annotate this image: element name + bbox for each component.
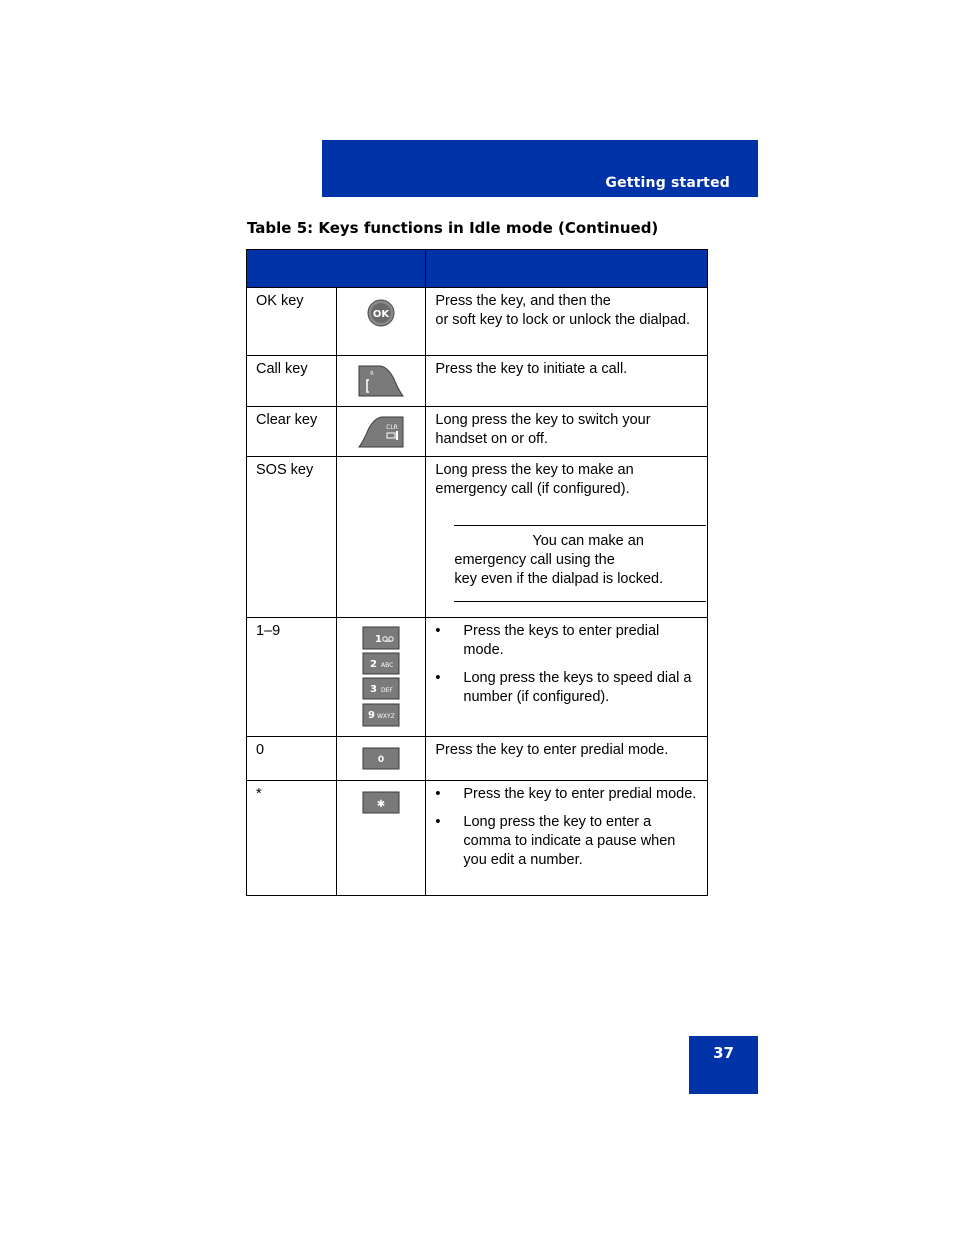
- number-keys-icon: [361, 626, 401, 728]
- key-description: Press the key, and then the or soft key to lock or unlock the dialpad.: [435, 293, 691, 328]
- ok-key-label: OK: [373, 309, 390, 320]
- key-description: Long press the key to switch your handset on or off.: [435, 412, 651, 447]
- key-description: Press the key to initiate a call.: [435, 361, 628, 377]
- header-bar: [322, 140, 758, 197]
- key-name: 0: [256, 742, 265, 758]
- clear-key-icon: [358, 416, 404, 448]
- section-title: Getting started: [605, 175, 730, 191]
- key-2-label: 2: [370, 659, 378, 670]
- key-description: Press the key to enter predial mode.: [435, 742, 669, 758]
- call-key-label: R: [370, 371, 375, 377]
- key-name: 1–9: [256, 623, 281, 639]
- table-row: [247, 288, 708, 356]
- bullet-list: [435, 622, 699, 707]
- header-cell-key: [247, 250, 426, 288]
- key-name: OK key: [256, 293, 304, 309]
- call-key-icon: [358, 365, 404, 397]
- header-cell-description: [426, 250, 708, 288]
- key-name: Clear key: [256, 412, 318, 428]
- list-item: • Long press the keys to speed dial a number (if configured).: [435, 669, 699, 707]
- clear-key-label: CLR: [386, 424, 399, 431]
- table-header-row: [247, 250, 708, 288]
- key-description: Long press the key to make an emergency call (if configured).: [435, 462, 634, 497]
- table-caption: Table 5: Keys functions in Idle mode (Continued): [247, 219, 659, 237]
- key-3-label: 3: [370, 684, 378, 695]
- key-0-label: 0: [378, 755, 385, 765]
- list-item: • Long press the key to enter a comma to indicate a pause when you edit a number.: [435, 813, 699, 870]
- table-row: [247, 457, 708, 618]
- list-item: • Press the key to enter predial mode.: [435, 785, 699, 804]
- key-icon-empty: [337, 457, 426, 618]
- key-3-letters: DEF: [381, 687, 394, 694]
- key-name: SOS key: [256, 462, 314, 478]
- list-item: • Press the keys to enter predial mode.: [435, 622, 699, 660]
- page-number-box: [689, 1036, 758, 1094]
- note-text: You can make an emergency call using the key even if the dialpad is locked.: [454, 533, 664, 587]
- note-box: [454, 525, 706, 602]
- key-2-letters: ABC: [381, 662, 394, 669]
- bullet-list: [435, 785, 699, 870]
- key-name: *: [256, 786, 262, 802]
- page-number: 37: [713, 1044, 734, 1062]
- key-9-letters: WXYZ: [377, 713, 396, 720]
- star-key-icon: [361, 791, 401, 815]
- table-row: [247, 618, 708, 737]
- ok-key-icon: [367, 299, 395, 327]
- keys-table: [246, 249, 708, 896]
- table-row: [247, 781, 708, 896]
- key-name: Call key: [256, 361, 308, 377]
- key-9-label: 9: [368, 710, 376, 721]
- key-1-label: 1: [375, 634, 383, 645]
- zero-key-icon: [361, 747, 401, 771]
- table-row: [247, 407, 708, 457]
- key-star-label: ✱: [377, 799, 386, 810]
- table-row: [247, 737, 708, 781]
- table-row: [247, 356, 708, 407]
